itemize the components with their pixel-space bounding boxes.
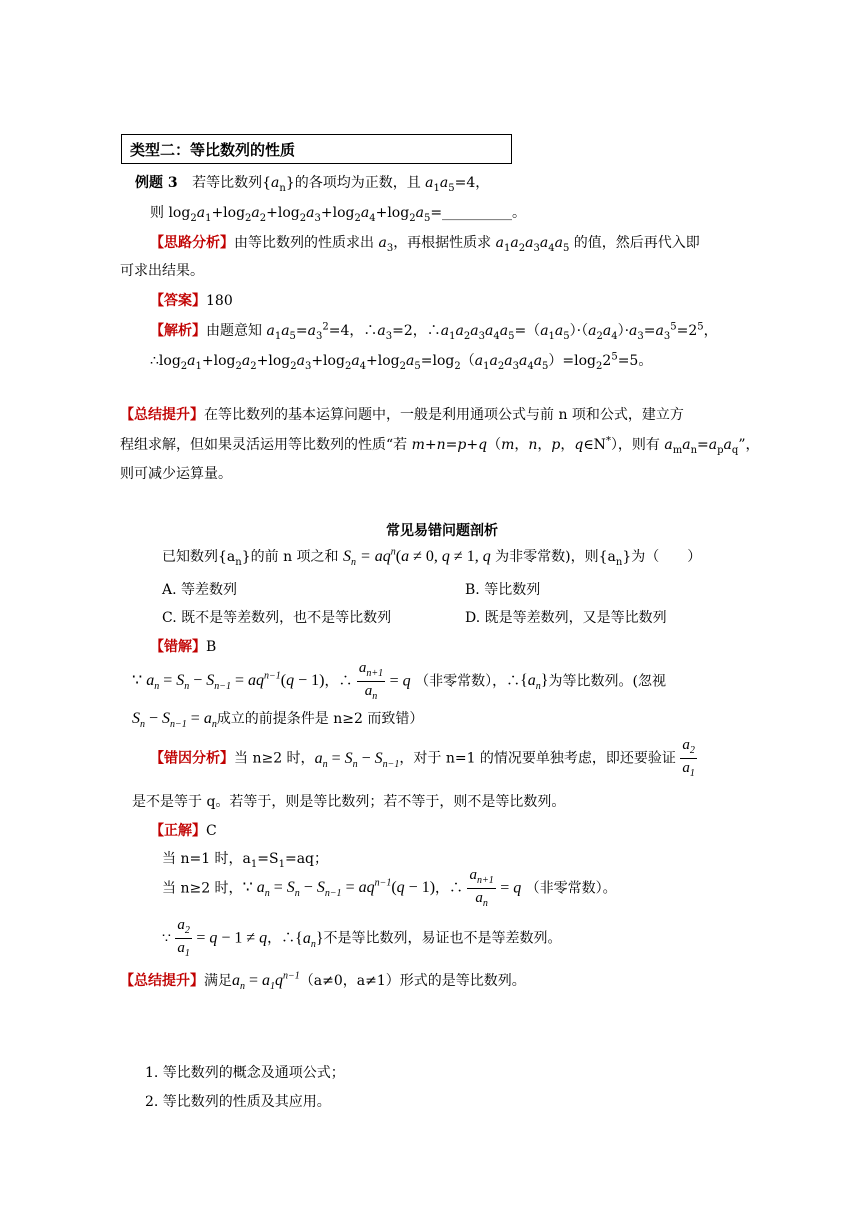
correct-line [150, 820, 217, 840]
wrong-solution-line-2 [132, 708, 423, 730]
correct-line3-sep: ，∴ [267, 930, 296, 947]
solution-line-2: $\therefore\log_2a_1+\log_2a_2+\log_2a_3+\log_2a_4+\log_2a_5=\log_2(a_1a_2a_3a_4a_5)=\log_22^5=5$。 [150, 351, 653, 372]
summary2-text-b: （a≠0，a≠1）形式的是等比数列。 [299, 973, 526, 989]
cause-fraction: $\frac{a_2}{a_1}$ [682, 737, 695, 779]
option-b[interactable]: B. 等比数列 [465, 582, 541, 598]
example-line-2: 则 $\log_2a_1+\log_2a_2+\log_2a_3+\log_2a_4+\log_2a_5=\_\_\_\_\_\_\_\_\_\_$。 [150, 205, 527, 224]
summary2-text-a: 满足 [204, 973, 232, 989]
wrong-fraction: $\frac{a_{n+1}}{a_n}$ [358, 659, 384, 702]
wrong-tail: 为等比数列。(忽视 [548, 673, 666, 690]
wrong-line2-expr: $S_n - S_{n-1} = a_n$ [132, 710, 217, 731]
correct-line2-sep: ，∴ [435, 880, 464, 897]
example-line-1 [135, 172, 489, 194]
solution-line-1 [150, 320, 718, 342]
answer-label: 【答案】 [150, 293, 206, 309]
question-text-a: 已知数列$\{a_n\}$的前 n 项之和 [162, 549, 339, 568]
correct-line3-tail: 不是等比数列，易证也不是等差数列。 [323, 930, 562, 947]
question-formula: $S_n = aq^n(a \ne 0$, q ≠ 1, q [343, 546, 491, 569]
wrong-solution-line-1 [132, 660, 666, 705]
correct-fraction: $\frac{a_{n+1}}{a_n}$ [469, 866, 494, 909]
summary1-text: 在等比数列的基本运算问题中，一般是利用通项公式与前 n 项和公式，建立方 [204, 407, 684, 423]
cause-label: 【错因分析】 [150, 750, 234, 767]
cause-line-1 [150, 738, 697, 784]
cause-text-b: ，对于 n=1 的情况要单独考虑，即还要验证 [399, 750, 676, 767]
example-label: 例题 3 [135, 175, 178, 191]
mistake-title: 常见易错问题剖析 [386, 523, 498, 539]
correct-line2-tail: （非零常数）。 [525, 880, 617, 897]
list-item-1: 1. 等比数列的概念及通项公式； [145, 1065, 345, 1081]
question-line [162, 546, 701, 568]
correct-line2-a: 当 n≥2 时， [162, 880, 243, 897]
correct-value: C [206, 823, 217, 839]
option-d[interactable]: D. 既是等差数列，又是等比数列 [465, 610, 667, 626]
summary2-expr: $a_n = a_1q^{n-1}$ [232, 970, 300, 993]
section-title-box [121, 134, 512, 164]
wrong-label: 【错解】 [150, 639, 206, 655]
option-c[interactable]: C. 既不是等差数列，也不是等比数列 [162, 610, 392, 626]
summary2-line [120, 970, 526, 992]
analysis-label: 【思路分析】 [150, 235, 234, 251]
correct-line3-expr: = q − 1 ≠ q [196, 929, 268, 947]
summary1-line-1 [120, 404, 684, 424]
answer-line [150, 290, 233, 310]
question-formula-note: 为非零常数)，则$\{a_n\}$为（ ） [490, 549, 702, 568]
summary1-line-3: 则可减少运算量。 [120, 466, 232, 482]
wrong-sep: ，∴ [324, 673, 353, 690]
analysis-text: 由等比数列的性质求出 $a_3$，再根据性质求 $a_1a_2a_3a_4a_5$ 的值，然后再代入即 [234, 235, 700, 254]
list-item-2: 2. 等比数列的性质及其应用。 [145, 1094, 331, 1110]
correct-line3-set: $\{a_n\}$ [295, 929, 324, 950]
correct-label: 【正解】 [150, 823, 206, 839]
analysis-line-2: 可求出结果。 [120, 263, 204, 279]
example-text: 若等比数列$\{a_n\}$的各项均为正数，且 $a_1a_5=4$， [192, 175, 490, 194]
correct-line2-eq: = q [500, 879, 522, 897]
correct-line2-expr: ∵ $a_n = S_n - S_{n-1} = aq^{n-1}(q - 1)$ [242, 878, 436, 900]
wrong-value: B [206, 639, 217, 655]
correct-fraction-3: $\frac{a_2}{a_1}$ [177, 917, 190, 959]
correct-line-2 [162, 864, 617, 915]
cause-expr: $a_n = S_n - S_{n-1}$ [314, 749, 400, 770]
option-a[interactable]: A. 等差数列 [162, 582, 238, 598]
answer-value: 180 [206, 293, 233, 309]
wrong-line2-tail: 成立的前提条件是 n≥2 而致错） [216, 711, 424, 727]
wrong-note: （非零常数），∴ [415, 673, 521, 690]
wrong-eq: = q [389, 672, 411, 690]
summary2-label: 【总结提升】 [120, 973, 204, 989]
cause-text-a: 当 n≥2 时， [234, 750, 315, 767]
correct-line-1: 当 n=1 时，$a_1=S_1=aq$； [162, 851, 329, 870]
analysis-line-1 [150, 232, 700, 254]
summary1-line-2: 程组求解，但如果灵活运用等比数列的性质“若 m+n=p+q（m，n，p，q∈N*），则有 $a_ma_n=a_pa_q$”， [120, 435, 760, 456]
wrong-expr: ∵ $a_n = S_n - S_{n-1} = aq^{n-1}(q - 1)$ [132, 671, 325, 693]
correct-line-3 [162, 918, 562, 965]
solution-label: 【解析】 [150, 323, 206, 339]
wrong-set: $\{a_n\}$ [520, 672, 549, 693]
cause-line-2: 是不是等于 q。若等于，则是等比数列；若不等于，则不是等比数列。 [132, 794, 566, 810]
wrong-line [150, 636, 216, 656]
correct-line3-a: ∵ [162, 930, 171, 947]
summary1-label: 【总结提升】 [120, 407, 204, 423]
section-title: 类型二：等比数列的性质 [130, 141, 296, 159]
solution-text: 由题意知 $a_1a_5=a_3^2=4$，$\therefore a_3=2$，$\therefore a_1a_2a_3a_4a_5=(a_1a_5)\cdot(a_2a_4)\cdot a_3=a_3^5=2^5$， [206, 321, 718, 342]
